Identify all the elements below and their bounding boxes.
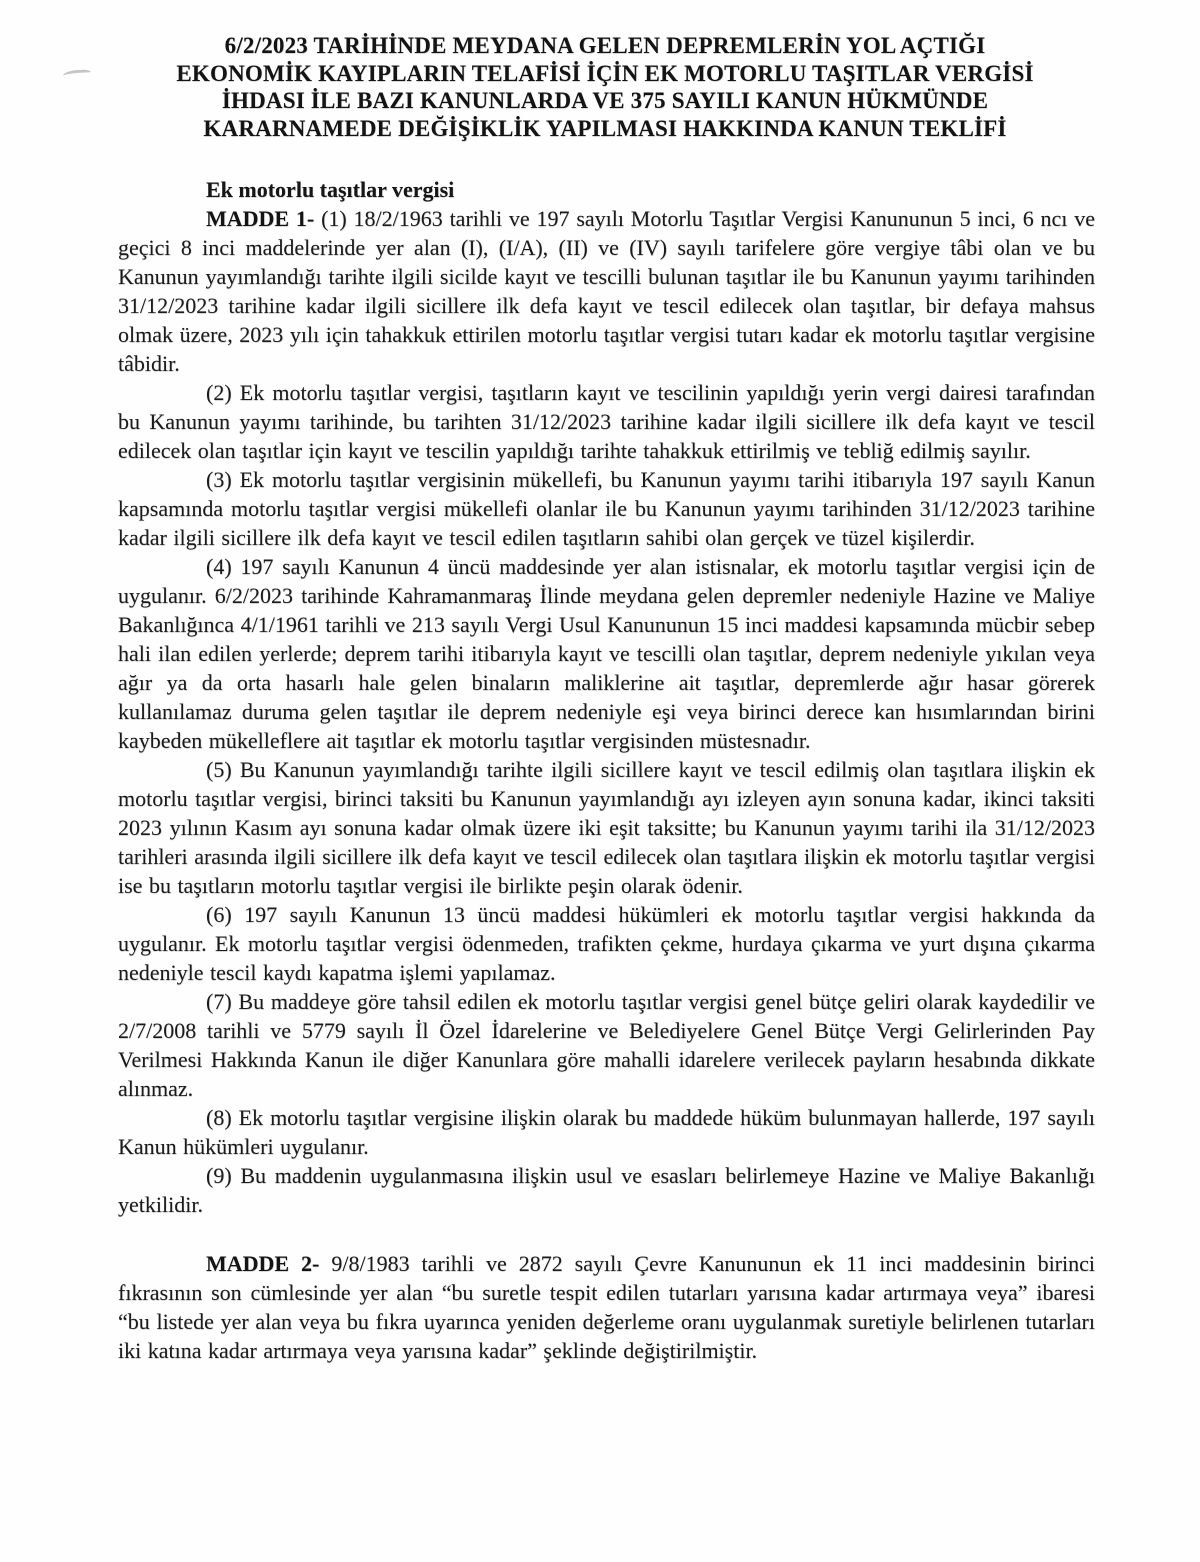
paragraph-text: (7) Bu maddeye göre tahsil edilen ek motorlu taşıtlar vergisi genel bütçe geliri olarak kaydedilir ve 2/7/2008 tarihli ve 5779 sayılı İl Özel İdarelerine ve Belediyelere Genel Bütçe Vergi Gelirlerinden Pay Verilmesi Hakkında Kanun ile diğer Kanunlara göre mahalli idarelere verilecek payların hesabında dikkate alınmaz. — [118, 989, 1095, 1101]
title-line-1: 6/2/2023 TARİHİNDE MEYDANA GELEN DEPREMLERİN YOL AÇTIĞI — [224, 33, 986, 58]
paragraph-text: (2) Ek motorlu taşıtlar vergisi, taşıtların kayıt ve tescilinin yapıldığı yerin vergi dairesi tarafından bu Kanunun yayımı tarihinde, bu tarihten 31/12/2023 tarihine kadar ilgili sicillere ilk defa kayıt ve tescil edilecek olan taşıtlar için kayıt ve tescilin yapıldığı tarihte tahakkuk ettirilmiş ve tebliğ edilmiş sayılır. — [118, 380, 1095, 463]
paragraph — [118, 204, 1095, 378]
paragraph — [118, 378, 1095, 465]
paragraph — [118, 1103, 1095, 1161]
paragraph-text: (5) Bu Kanunun yayımlandığı tarihte ilgili sicillere kayıt ve tescil edilmiş olan taşıtlara ilişkin ek motorlu taşıtlar vergisi, birinci taksiti bu Kanunun yayımlandığı ayı izleyen ayın sonuna kadar, ikinci taksiti 2023 yılının Kasım ayı sonuna kadar olmak üzere iki eşit taksitte; bu Kanunun yayımı tarihi ila 31/12/2023 tarihleri arasında ilgili sicillere ilk defa kayıt ve tescil edilecek olan taşıtlara ilişkin ek motorlu taşıtlar vergisi ise bu taşıtların motorlu taşıtlar vergisi ile birlikte peşin olarak ödenir. — [118, 757, 1095, 898]
title-line-2: EKONOMİK KAYIPLARIN TELAFİSİ İÇİN EK MOTORLU TAŞITLAR VERGİSİ — [176, 60, 1034, 86]
paragraph — [118, 465, 1095, 552]
madde-label: MADDE 2- — [206, 1251, 332, 1276]
madde-label: MADDE 1- — [206, 206, 322, 231]
paragraph-text: (8) Ek motorlu taşıtlar vergisine ilişkin olarak bu maddede hüküm bulunmayan hallerde, 197 sayılı Kanun hükümleri uygulanır. — [118, 1105, 1095, 1159]
paragraph — [118, 987, 1095, 1103]
paragraph — [118, 755, 1095, 900]
title-line-3: İHDASI İLE BAZI KANUNLARDA VE 375 SAYILI KANUN HÜKMÜNDE — [221, 88, 989, 113]
article-body — [118, 204, 1095, 1365]
scan-artifact-mark — [63, 69, 92, 80]
paragraph-text: (3) Ek motorlu taşıtlar vergisinin mükellefi, bu Kanunun yayımı tarihi itibarıyla 197 sayılı Kanun kapsamında motorlu taşıtlar vergisi mükellefi olanlar ile bu Kanunun yayımı tarihinden 31/12/2023 tarihine kadar ilgili sicillere ilk defa kayıt ve tescil edilen taşıtların sahibi olan gerçek ve tüzel kişilerdir. — [118, 467, 1095, 550]
paragraph-text: 9/8/1983 tarihli ve 2872 sayılı Çevre Kanununun ek 11 inci maddesinin birinci fıkrasının son cümlesinde yer alan “bu suretle tespit edilen tutarları yarısına kadar artırmaya veya” ibaresi “bu listede yer alan veya bu fıkra uyarınca yeniden değerleme oranı uygulanmak suretiyle belirlenen tutarları iki katına kadar artırmaya veya yarısına kadar” şeklinde değiştirilmiştir. — [118, 1251, 1095, 1363]
paragraph — [118, 552, 1095, 755]
paragraph-text: (1) 18/2/1963 tarihli ve 197 sayılı Motorlu Taşıtlar Vergisi Kanununun 5 inci, 6 ncı ve geçici 8 inci maddelerinde yer alan (I), (I/A), (II) ve (IV) sayılı tarifelere göre vergiye tâbi olan ve bu Kanunun yayımlandığı tarihte ilgili sicilde kayıt ve tescilli bulunan taşıtlar ile bu Kanunun yayımı tarihinden 31/12/2023 tarihine kadar ilgili sicillere ilk defa kayıt ve tescil edilecek olan taşıtlar, bir defaya mahsus olmak üzere, 2023 yılı için tahakkuk ettirilen motorlu taşıtlar vergisi tutarı kadar ek motorlu taşıtlar vergisine tâbidir. — [118, 206, 1095, 376]
section-heading: Ek motorlu taşıtlar vergisi — [206, 177, 455, 202]
paragraph-text: (9) Bu maddenin uygulanmasına ilişkin usul ve esasları belirlemeye Hazine ve Maliye Bakanlığı yetkilidir. — [118, 1163, 1095, 1217]
paragraph — [118, 900, 1095, 987]
document-title — [120, 32, 1090, 142]
title-line-4: KARARNAMEDE DEĞİŞİKLİK YAPILMASI HAKKINDA KANUN TEKLİFİ — [203, 115, 1007, 141]
paragraph-text: (4) 197 sayılı Kanunun 4 üncü maddesinde yer alan istisnalar, ek motorlu taşıtlar vergisi için de uygulanır. 6/2/2023 tarihinde Kahramanmaraş İlinde meydana gelen depremler nedeniyle Hazine ve Maliye Bakanlığınca 4/1/1961 tarihli ve 213 sayılı Vergi Usul Kanununun 15 inci maddesi kapsamında mücbir sebep hali ilan edilen yerlerde; deprem tarihi itibarıyla kayıt ve tescilli olan taşıtlar, deprem nedeniyle yıkılan veya ağır ya da orta hasarlı hale gelen binaların maliklerine ait taşıtlar, depremlerde ağır hasar görerek kullanılamaz duruma gelen taşıtlar ile deprem nedeniyle eşi veya birinci derece kan hısımlarından birini kaybeden mükelleflere ait taşıtlar ek motorlu taşıtlar vergisinden müstesnadır. — [118, 554, 1095, 753]
paragraph-text: (6) 197 sayılı Kanunun 13 üncü maddesi hükümleri ek motorlu taşıtlar vergisi hakkında da uygulanır. Ek motorlu taşıtlar vergisi ödenmeden, trafikten çekme, hurdaya çıkarma ve yurt dışına çıkarma nedeniyle tescil kaydı kapatma işlemi yapılamaz. — [118, 902, 1095, 985]
paragraph — [118, 1249, 1095, 1365]
paragraph — [118, 1161, 1095, 1219]
